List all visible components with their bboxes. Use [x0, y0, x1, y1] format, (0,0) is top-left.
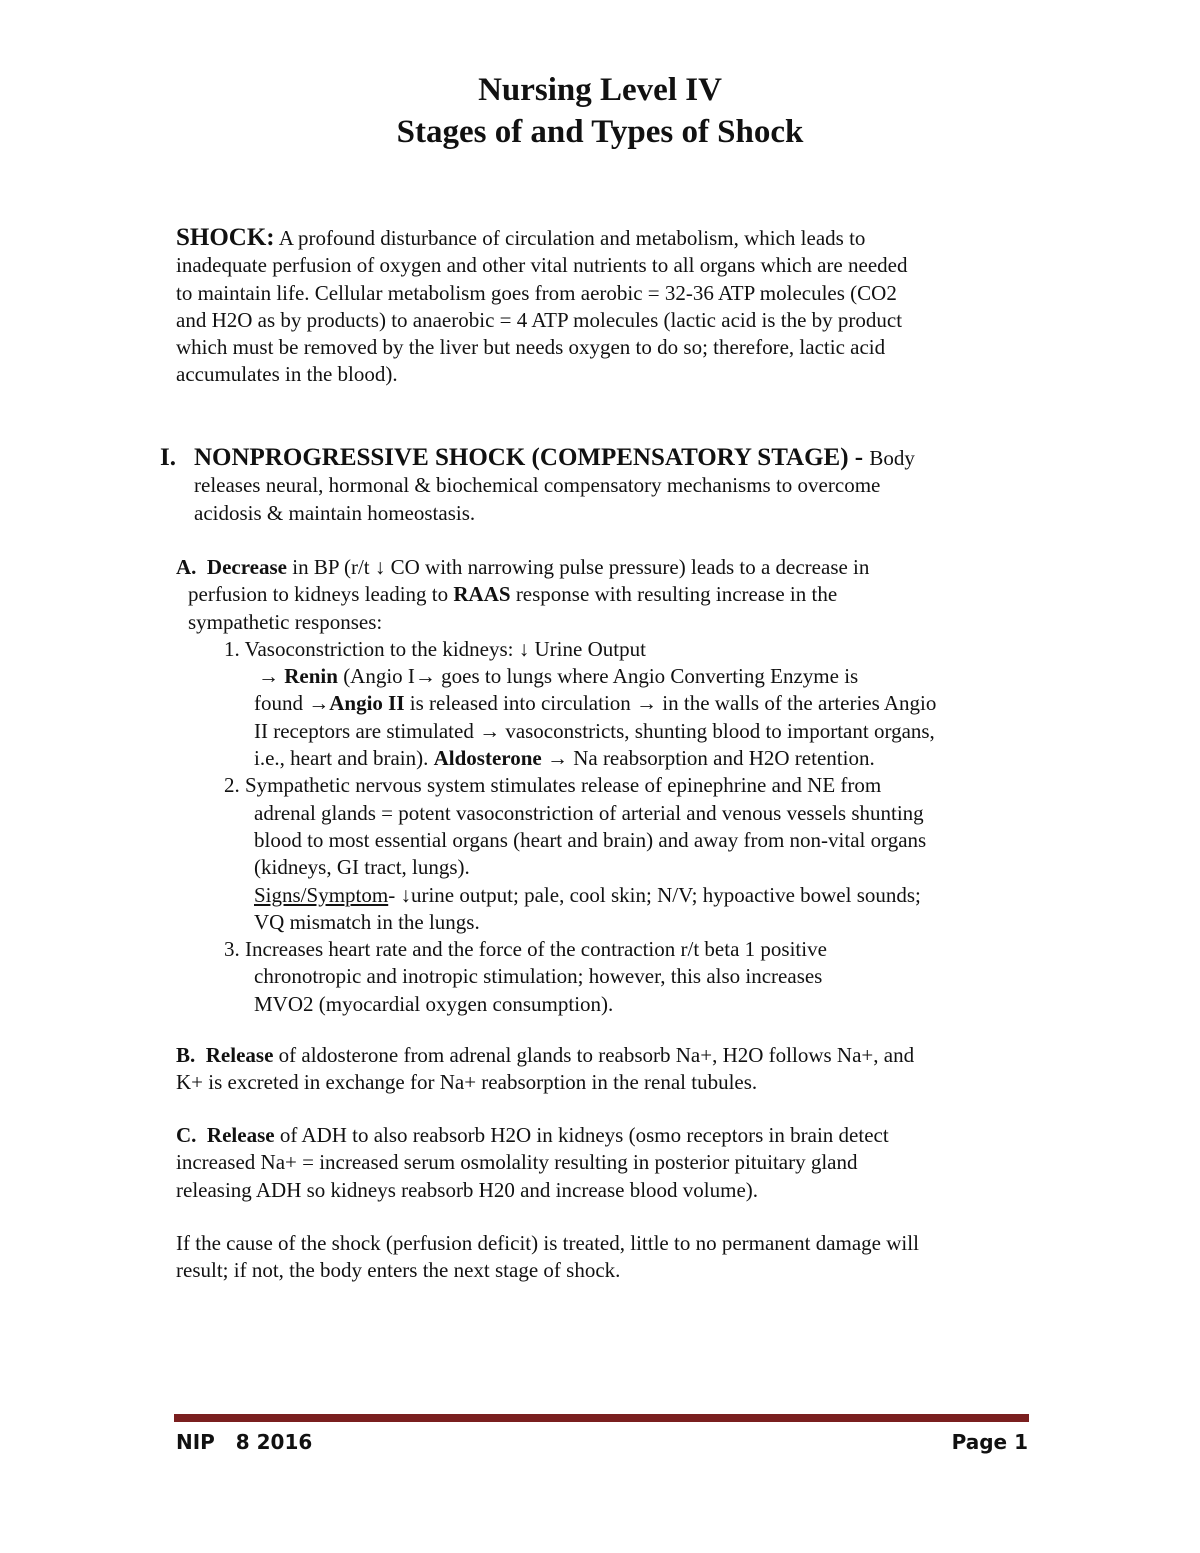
- item-a-line-3: sympathetic responses:: [188, 609, 383, 634]
- item-a-sub-3c: MVO2 (myocardial oxygen consumption).: [254, 991, 614, 1016]
- item-a-sub-2: 2. Sympathetic nervous system stimulates release of epinephrine and NE from: [224, 773, 882, 798]
- item-c-bold: Release: [206, 1123, 275, 1147]
- item-a-sub-1: 1. Vasoconstriction to the kidneys: ↓ Urine Output: [224, 636, 646, 661]
- item-a-sub-1c: II receptors are stimulated → vasoconstricts, shunting blood to important organs,: [254, 718, 935, 743]
- item-a-sub-1d-pre: i.e., heart and brain).: [254, 746, 434, 771]
- renin-term: Renin: [284, 664, 338, 689]
- item-a-sub-2f: VQ mismatch in the lungs.: [254, 909, 480, 934]
- section-line-3: acidosis & maintain homeostasis.: [194, 500, 476, 525]
- item-a-bold: Decrease: [206, 555, 287, 579]
- closing-line-1: If the cause of the shock (perfusion deficit) is treated, little to no permanent damage will: [176, 1231, 919, 1255]
- item-a-sub-2c: blood to most essential organs (heart and brain) and away from non-vital organs: [254, 827, 927, 852]
- section-nonprogressive: [160, 444, 1020, 527]
- item-c-line-2: increased Na+ = increased serum osmolality resulting in posterior pituitary gland: [176, 1150, 858, 1175]
- item-a-sub-1b-pre: found →: [254, 691, 330, 716]
- section-heading: NONPROGRESSIVE SHOCK (COMPENSATORY STAGE) -: [194, 444, 870, 471]
- shock-line-1: A profound disturbance of circulation and metabolism, which leads to: [274, 226, 866, 250]
- item-a-sub-1b-post: is released into circulation → in the walls of the arteries Angio: [404, 691, 937, 716]
- item-a-sub-1a-pre: →: [258, 664, 285, 689]
- shock-line-6: accumulates in the blood).: [176, 362, 398, 387]
- section-number: I.: [160, 444, 176, 471]
- footer-divider: [174, 1414, 1029, 1422]
- document-subtitle: Stages of and Types of Shock: [396, 114, 804, 150]
- shock-line-2: inadequate perfusion of oxygen and other vital nutrients to all organs which are needed: [176, 253, 908, 278]
- signs-text: - ↓urine output; pale, cool skin; N/V; hypoactive bowel sounds;: [388, 882, 921, 907]
- shock-lead: SHOCK:: [176, 224, 275, 251]
- item-a-sub-2d: (kidneys, GI tract, lungs).: [254, 855, 470, 880]
- section-heading-rest: Body: [869, 446, 915, 470]
- footer-page-number: Page 1: [951, 1430, 1028, 1454]
- shock-line-5: which must be removed by the liver but needs oxygen to do so; therefore, lactic acid: [176, 335, 886, 360]
- item-c-line-1: of ADH to also reabsorb H2O in kidneys (osmo receptors in brain detect: [274, 1123, 889, 1147]
- item-a-sub-2b: adrenal glands = potent vasoconstriction of arterial and venous vessels shunting: [254, 800, 924, 825]
- item-c: [176, 1122, 1036, 1204]
- aldosterone-term: Aldosterone: [433, 746, 542, 771]
- item-a-line-1: in BP (r/t ↓ CO with narrowing pulse pressure) leads to a decrease in: [286, 555, 870, 579]
- item-b-line-2: K+ is excreted in exchange for Na+ reabsorption in the renal tubules.: [176, 1070, 758, 1095]
- footer-course: NIP 8 2016: [176, 1430, 313, 1454]
- item-b-label: B.: [176, 1043, 196, 1067]
- item-a: [176, 554, 1036, 1018]
- shock-line-3: to maintain life. Cellular metabolism goes from aerobic = 32-36 ATP molecules (CO2: [176, 280, 897, 305]
- item-a-sub-1d-post: → Na reabsorption and H2O retention.: [541, 746, 875, 771]
- item-a-line-2b: response with resulting increase in the: [510, 582, 838, 607]
- item-a-sub-3b: chronotropic and inotropic stimulation; however, this also increases: [254, 964, 823, 989]
- closing-paragraph: [176, 1230, 1036, 1285]
- document-title: Nursing Level IV: [478, 72, 722, 108]
- item-a-sub-3: 3. Increases heart rate and the force of the contraction r/t beta 1 positive: [224, 937, 827, 962]
- item-c-line-3: releasing ADH so kidneys reabsorb H20 and increase blood volume).: [176, 1177, 759, 1202]
- shock-definition: [176, 224, 1016, 389]
- angio-ii-term: Angio II: [329, 691, 405, 716]
- shock-line-4: and H2O as by products) to anaerobic = 4 ATP molecules (lactic acid is the by product: [176, 307, 903, 332]
- closing-line-2: result; if not, the body enters the next stage of shock.: [176, 1258, 621, 1283]
- item-b-bold: Release: [205, 1043, 274, 1067]
- item-c-label: C.: [176, 1123, 197, 1147]
- item-a-line-2a: perfusion to kidneys leading to: [188, 582, 454, 607]
- section-line-2: releases neural, hormonal & biochemical compensatory mechanisms to overcome: [194, 473, 881, 498]
- item-b-line-1: of aldosterone from adrenal glands to reabsorb Na+, H2O follows Na+, and: [273, 1043, 915, 1067]
- raas-term: RAAS: [453, 582, 511, 607]
- item-a-sub-1a-post: (Angio I→ goes to lungs where Angio Converting Enzyme is: [337, 664, 859, 689]
- item-b: [176, 1042, 1036, 1097]
- signs-label: Signs/Symptom: [254, 882, 389, 907]
- item-a-label: A.: [176, 555, 197, 579]
